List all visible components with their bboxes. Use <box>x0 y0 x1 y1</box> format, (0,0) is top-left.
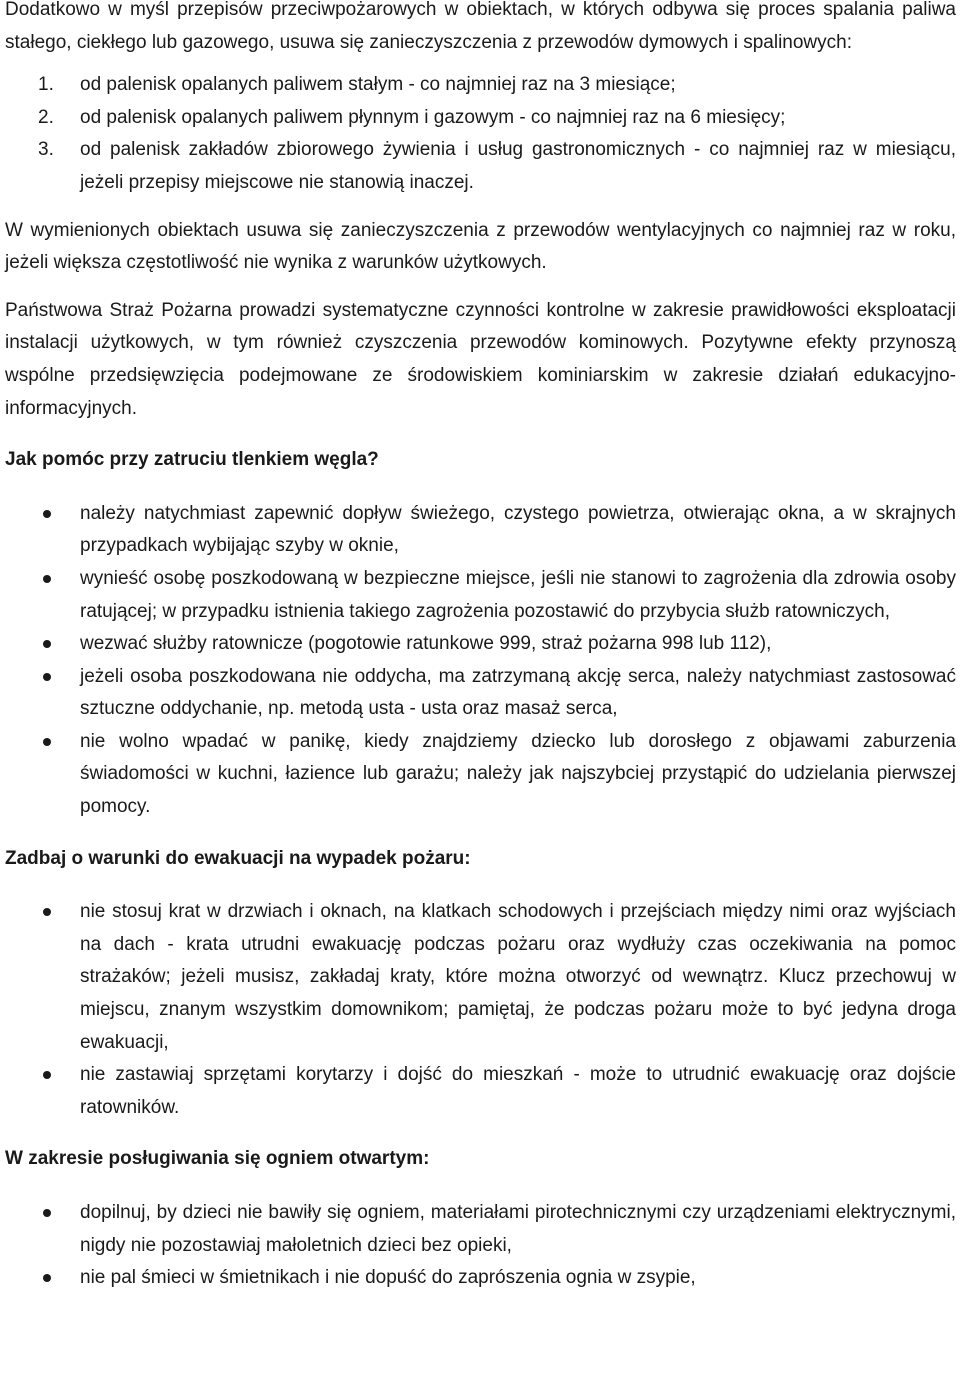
bullet-icon <box>43 1209 51 1217</box>
co-poisoning-list <box>5 498 956 824</box>
list-item-text: nie pal śmieci w śmietnikach i nie dopuść do zaprószenia ognia w zsypie, <box>80 1267 696 1289</box>
item-text: od palenisk opalanych paliwem stałym - co najmniej raz na 3 miesiące; <box>80 74 676 96</box>
psp-paragraph: Państwowa Straż Pożarna prowadzi systematyczne czynności kontrolne w zakresie prawidłowości eksploatacji instalacji użytkowych, w tym również czyszczenia przewodów kominowych. Pozytywne efekty przynoszą wspólne przedsięwzięcia podejmowane ze środowiskiem kominiarskim w zakresie działań edukacyjno-informacyjnych. <box>5 299 956 419</box>
bullet-icon <box>43 575 51 583</box>
item-number: 2. <box>38 106 54 128</box>
item-text: od palenisk zakładów zbiorowego żywienia i usług gastronomicznych - co najmniej raz w miesiącu, jeżeli przepisy miejscowe nie stanowią inaczej. <box>80 139 956 193</box>
ventilation-paragraph: W wymienionych obiektach usuwa się zanieczyszczenia z przewodów wentylacyjnych co najmniej raz w roku, jeżeli większa częstotliwość nie wynika z warunków użytkowych. <box>5 219 956 274</box>
item-number: 1. <box>38 74 54 96</box>
bullet-icon <box>43 673 51 681</box>
list-item-text: wezwać służby ratownicze (pogotowie ratunkowe 999, straż pożarna 998 lub 112), <box>80 633 772 655</box>
list-item <box>5 1059 956 1124</box>
bullet-icon <box>43 1071 51 1079</box>
numbered-item <box>5 134 956 199</box>
list-item-text: nie stosuj krat w drzwiach i oknach, na klatkach schodowych i przejściach między nimi oraz wyjściach na dach - krata utrudni ewakuację podczas pożaru oraz wydłuży czas oczekiwania na pomoc strażaków; jeżeli musisz, zakładaj kraty, które można otworzyć od wewnątrz. Klucz przechowuj w miejscu, znanym wszystkim domownikom; pamiętaj, że podczas pożaru może to być jedyna droga ewakuacji, <box>80 901 956 1053</box>
evacuation-heading: Zadbaj o warunki do ewakuacji na wypadek pożaru: <box>5 847 471 869</box>
item-number: 3. <box>38 139 54 161</box>
numbered-item <box>5 69 956 102</box>
list-item <box>5 628 956 661</box>
list-item <box>5 498 956 563</box>
list-item-text: nie zastawiaj sprzętami korytarzy i dojść do mieszkań - może to utrudnić ewakuację oraz dojście ratowników. <box>80 1064 956 1118</box>
intro-paragraph: Dodatkowo w myśl przepisów przeciwpożarowych w obiektach, w których odbywa się proces spalania paliwa stałego, ciekłego lub gazowego, usuwa się zanieczyszczenia z przewodów dymowych i spalinowych: <box>5 0 956 53</box>
bullet-icon <box>43 738 51 746</box>
co-poisoning-heading: Jak pomóc przy zatruciu tlenkiem węgla? <box>5 449 379 471</box>
open-fire-heading: W zakresie posługiwania się ogniem otwartym: <box>5 1148 430 1170</box>
bullet-icon <box>43 908 51 916</box>
list-item-text: dopilnuj, by dzieci nie bawiły się ogniem, materiałami pirotechnicznymi czy urządzeniami elektrycznymi, nigdy nie pozostawiaj małoletnich dzieci bez opieki, <box>80 1202 956 1256</box>
bullet-icon <box>43 640 51 648</box>
numbered-item <box>5 102 956 135</box>
list-item-text: wynieść osobę poszkodowaną w bezpieczne miejsce, jeśli nie stanowi to zagrożenia dla zdrowia osoby ratującej; w przypadku istnienia takiego zagrożenia pozostawić do przybycia służb ratowniczych, <box>80 567 956 622</box>
list-item <box>5 661 956 726</box>
chimney-cleaning-list <box>5 69 956 199</box>
bullet-icon <box>43 510 51 518</box>
open-fire-list <box>5 1197 956 1295</box>
bullet-icon <box>43 1274 51 1282</box>
list-item <box>5 1197 956 1262</box>
list-item <box>5 1262 956 1295</box>
list-item <box>5 726 956 824</box>
list-item <box>5 896 956 1059</box>
list-item-text: należy natychmiast zapewnić dopływ świeżego, czystego powietrza, otwierając okna, a w skrajnych przypadkach wybijając szyby w oknie, <box>80 502 956 557</box>
list-item-text: nie wolno wpadać w panikę, kiedy znajdziemy dziecko lub dorosłego z objawami zaburzenia świadomości w kuchni, łazience lub garażu; należy jak najszybciej przystąpić do udzielania pierwszej pomocy. <box>80 730 956 818</box>
list-item-text: jeżeli osoba poszkodowana nie oddycha, ma zatrzymaną akcję serca, należy natychmiast zastosować sztuczne oddychanie, np. metodą usta - usta oraz masaż serca, <box>80 665 956 720</box>
item-text: od palenisk opalanych paliwem płynnym i gazowym - co najmniej raz na 6 miesięcy; <box>80 106 786 128</box>
list-item <box>5 563 956 628</box>
evacuation-list <box>5 896 956 1124</box>
